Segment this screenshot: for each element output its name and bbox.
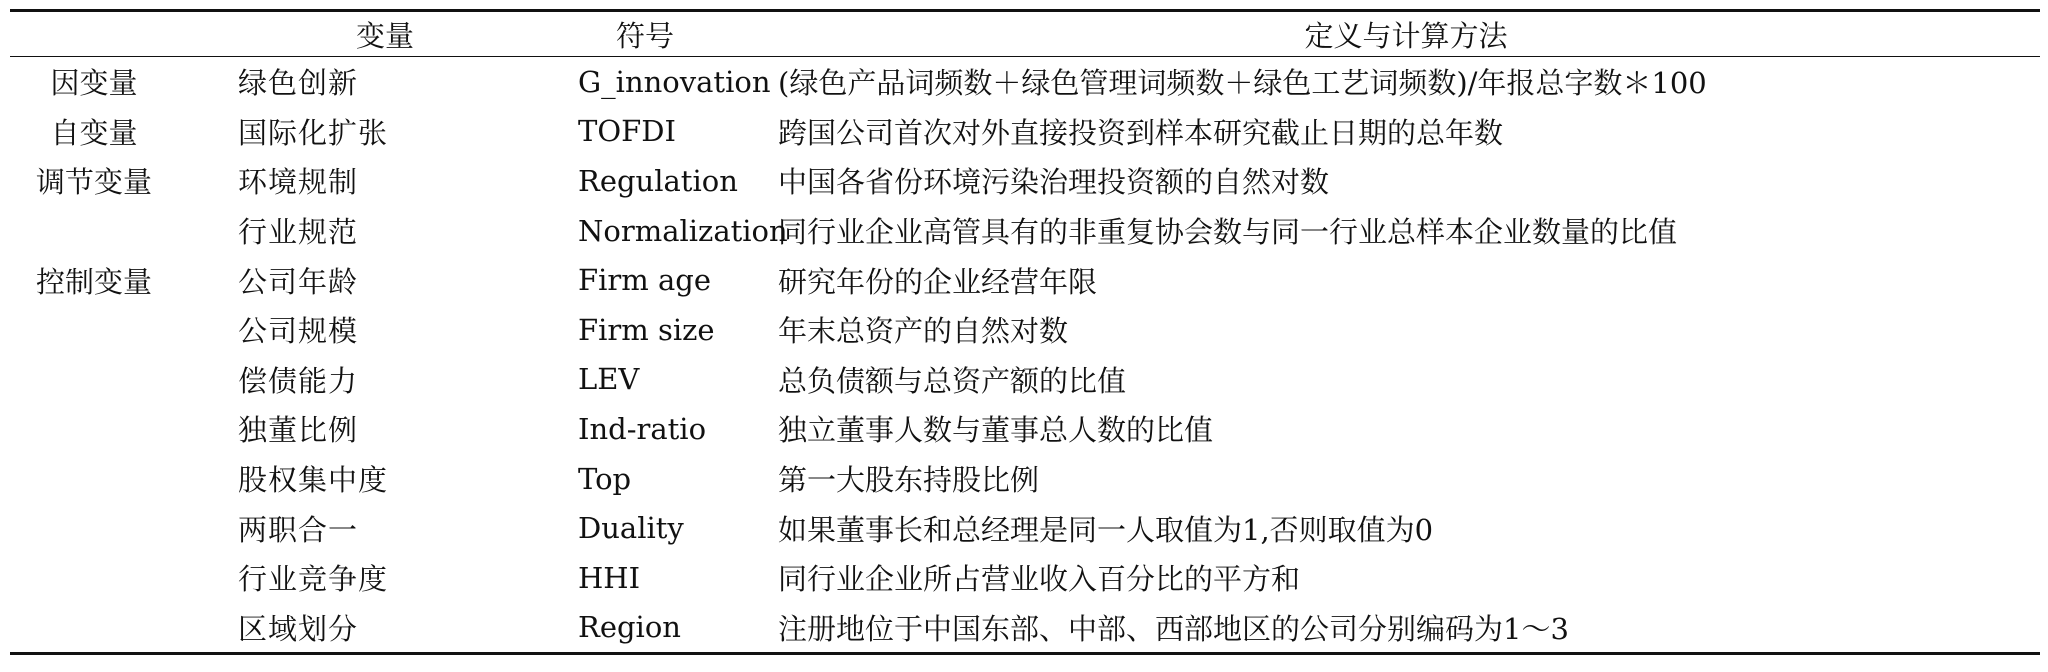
row-symbol: Normalization [578,213,788,248]
table-row [10,553,2040,603]
row-variable: 环境规制 [238,165,359,200]
table-row [10,355,2040,405]
row-definition: 独立董事人数与董事总人数的比值 [778,413,1214,448]
row-definition: 年末总资产的自然对数 [778,314,1069,349]
table-row [10,503,2040,553]
row-definition: 同行业企业高管具有的非重复协会数与同一行业总样本企业数量的比值 [778,215,1678,250]
row-symbol: G_innovation [578,64,771,99]
row-variable: 区域划分 [238,611,359,646]
header-variable: 变量 [356,18,415,53]
row-category [10,305,178,355]
table-header [10,11,2040,57]
table-row [10,305,2040,355]
row-category [10,503,178,553]
row-category: 自变量 [50,115,138,150]
row-symbol: Top [578,461,632,496]
table-row [10,255,2040,305]
row-symbol: Region [578,610,681,645]
row-category [10,206,178,256]
row-definition: 中国各省份环境污染治理投资额的自然对数 [778,165,1330,200]
table-row [10,603,2040,654]
header-definition: 定义与计算方法 [1304,18,1508,53]
table-row [10,107,2040,157]
table-row [10,156,2040,206]
row-definition: 第一大股东持股比例 [778,463,1040,498]
row-variable: 绿色创新 [238,66,359,101]
row-category [10,355,178,405]
row-definition: 同行业企业所占营业收入百分比的平方和 [778,562,1301,597]
row-definition: 研究年份的企业经营年限 [778,264,1098,299]
row-variable: 国际化扩张 [238,115,389,150]
table-body [10,57,2040,654]
row-symbol: Firm size [578,312,715,347]
row-variable: 股权集中度 [238,463,389,498]
variable-definition-table [10,9,2040,655]
table-row [10,404,2040,454]
row-symbol: Duality [578,511,684,546]
row-category [10,404,178,454]
header-category [10,11,178,57]
row-variable: 公司规模 [238,314,359,349]
row-category [10,553,178,603]
table-row [10,206,2040,256]
row-category: 调节变量 [35,165,152,200]
row-definition: 跨国公司首次对外直接投资到样本研究截止日期的总年数 [778,115,1504,150]
row-variable: 独董比例 [238,413,359,448]
row-variable: 公司年龄 [238,264,359,299]
table-row [10,454,2040,504]
row-category [10,603,178,654]
table-row [10,57,2040,107]
row-variable: 两职合一 [238,512,359,547]
header-row [10,11,2040,57]
row-symbol: TOFDI [578,114,676,149]
row-symbol: HHI [578,560,641,595]
row-category: 因变量 [50,66,138,101]
row-variable: 偿债能力 [238,363,359,398]
row-symbol: Regulation [578,163,738,198]
row-symbol: LEV [578,362,640,397]
variable-definition-table-container [10,9,2040,655]
row-variable: 行业竞争度 [238,562,389,597]
row-definition: 总负债额与总资产额的比值 [778,363,1127,398]
row-symbol: Ind-ratio [578,411,707,446]
row-variable: 行业规范 [238,215,359,250]
row-definition: 如果董事长和总经理是同一人取值为1,否则取值为0 [778,512,1434,547]
row-symbol: Firm age [578,263,711,298]
row-category [10,454,178,504]
row-definition: (绿色产品词频数＋绿色管理词频数＋绿色工艺词频数)/年报总字数＊100 [778,66,1707,101]
row-category: 控制变量 [35,264,152,299]
header-symbol: 符号 [616,18,675,53]
row-definition: 注册地位于中国东部、中部、西部地区的公司分别编码为1～3 [778,611,1569,646]
